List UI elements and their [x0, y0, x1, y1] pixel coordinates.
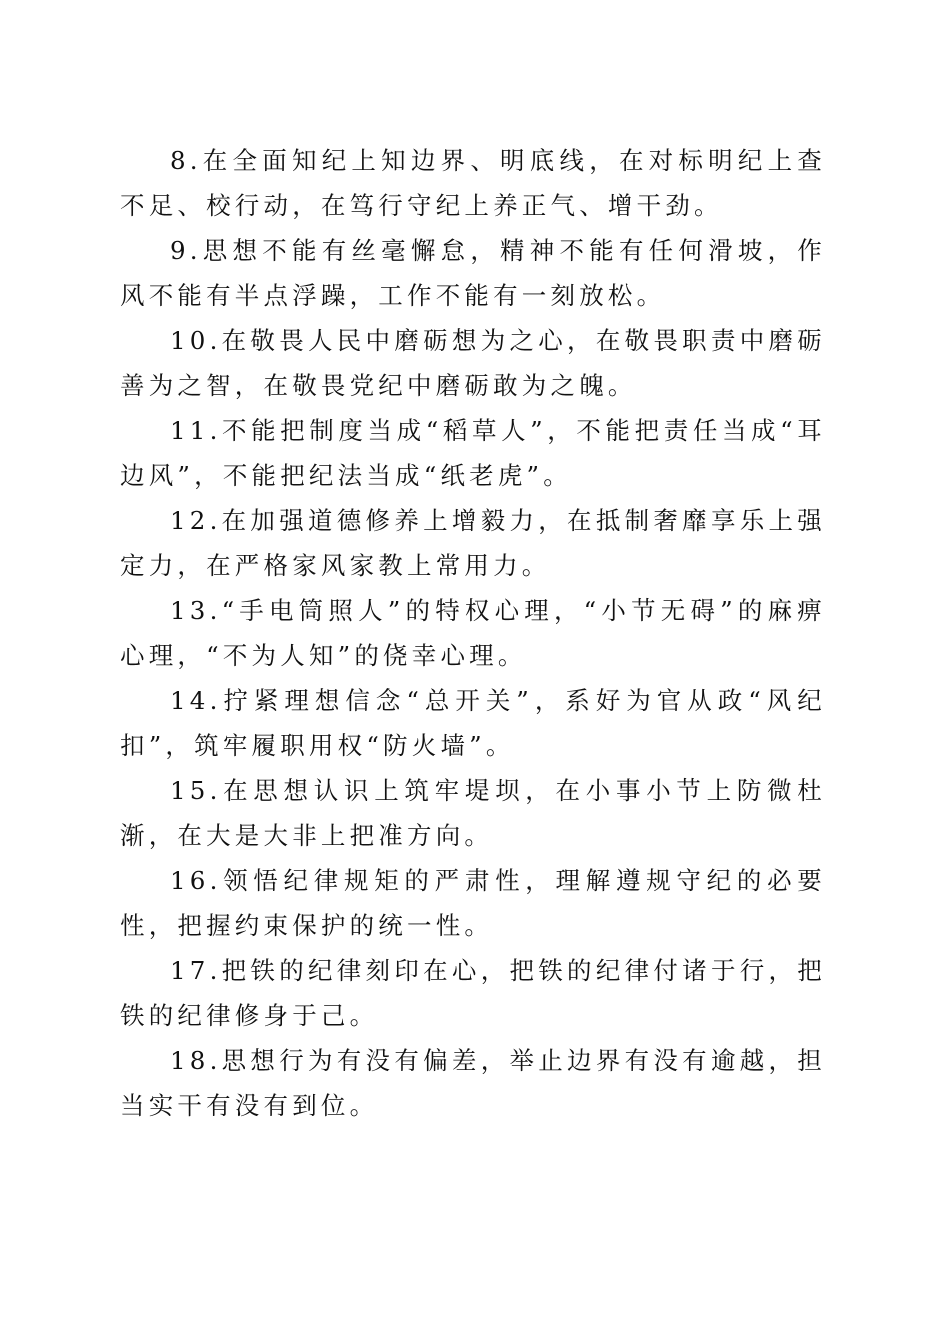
list-item: 12.在加强道德修养上增毅力，在抵制奢靡享乐上强定力，在严格家风家教上常用力。: [120, 506, 826, 580]
list-item: 14.拧紧理想信念“总开关”，系好为官从政“风纪扣”，筑牢履职用权“防火墙”。: [120, 686, 826, 760]
list-item: 9.思想不能有丝毫懈怠，精神不能有任何滑坡，作风不能有半点浮躁，工作不能有一刻放松。: [120, 236, 826, 310]
list-item: 11.不能把制度当成“稻草人”，不能把责任当成“耳边风”，不能把纪法当成“纸老虎”。: [120, 416, 826, 490]
document-body: [120, 138, 826, 1128]
list-item: 18.思想行为有没有偏差，举止边界有没有逾越，担当实干有没有到位。: [120, 1046, 826, 1120]
list-item: 15.在思想认识上筑牢堤坝，在小事小节上防微杜渐，在大是大非上把准方向。: [120, 776, 826, 850]
list-item: 17.把铁的纪律刻印在心，把铁的纪律付诸于行，把铁的纪律修身于己。: [120, 956, 826, 1030]
list-item: 10.在敬畏人民中磨砺想为之心，在敬畏职责中磨砺善为之智，在敬畏党纪中磨砺敢为之魄。: [120, 326, 826, 400]
list-item: 16.领悟纪律规矩的严肃性，理解遵规守纪的必要性，把握约束保护的统一性。: [120, 866, 826, 940]
list-item: 13.“手电筒照人”的特权心理，“小节无碍”的麻痹心理，“不为人知”的侥幸心理。: [120, 596, 826, 670]
list-item: 8.在全面知纪上知边界、明底线，在对标明纪上查不足、校行动，在笃行守纪上养正气、增干劲。: [120, 146, 826, 220]
